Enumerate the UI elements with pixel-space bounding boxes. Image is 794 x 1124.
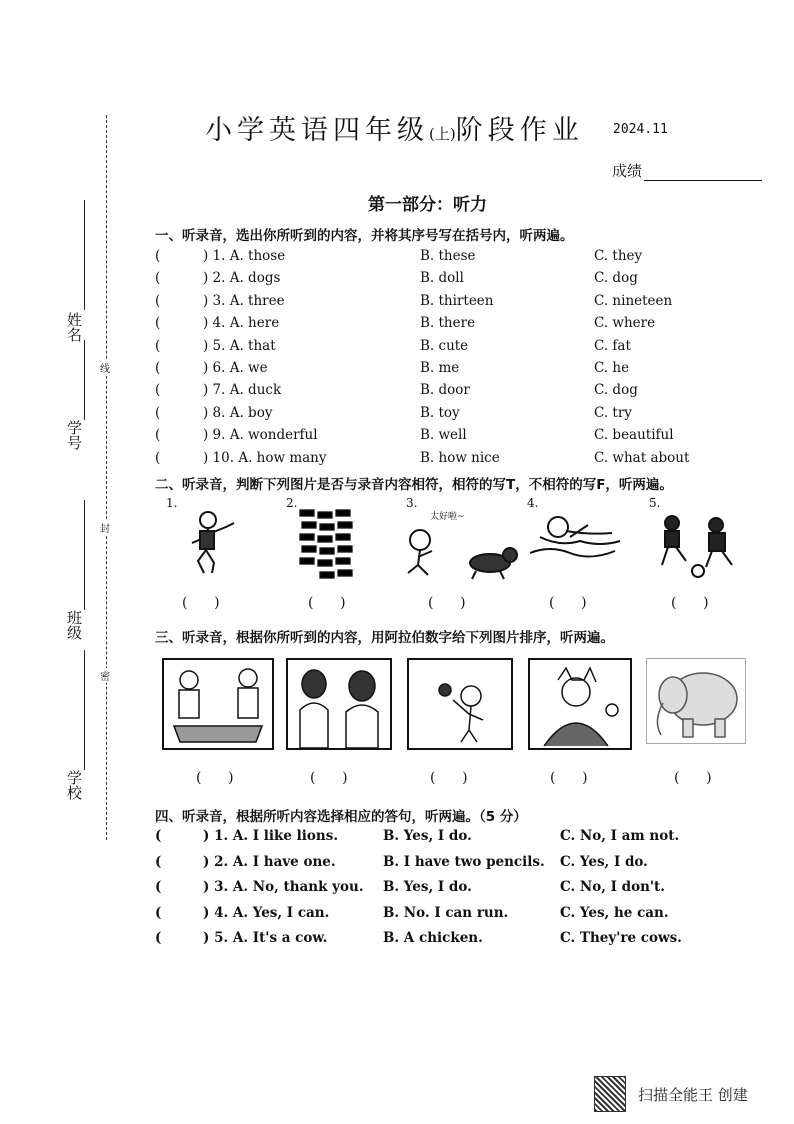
title-term: (上)	[429, 125, 456, 143]
answer-blank[interactable]: (	[155, 427, 161, 444]
option-a: ) 2. A. dogs	[203, 270, 281, 287]
fox-costume-icon	[528, 658, 632, 750]
option-a: ) 4. A. here	[203, 315, 280, 332]
answer-blank-2-5[interactable]: ( )	[671, 595, 709, 611]
option-b: B. these	[420, 248, 476, 264]
answer-blank-3-3[interactable]: ( )	[430, 770, 468, 786]
question-row	[0, 450, 794, 472]
option-b: B. how nice	[420, 449, 500, 466]
binding-line	[106, 115, 107, 840]
question-row	[0, 248, 794, 270]
option-a: ) 2. A. I have one.	[203, 853, 336, 870]
seal-secret-mark: 密	[100, 668, 110, 683]
question-row	[0, 930, 794, 952]
question-row	[0, 405, 794, 427]
answer-blank[interactable]: (	[155, 382, 161, 399]
option-b: B. No. I can run.	[383, 904, 509, 921]
option-b: B. I have two pencils.	[383, 853, 545, 870]
option-a: ) 9. A. wonderful	[203, 427, 318, 444]
answer-blank-2-3[interactable]: ( )	[428, 595, 466, 611]
option-b: B. Yes, I do.	[383, 828, 472, 844]
two-people-table-icon	[162, 658, 274, 750]
answer-blank-3-4[interactable]: ( )	[550, 770, 588, 786]
answer-blank-2-4[interactable]: ( )	[549, 595, 587, 611]
question-row	[0, 854, 794, 876]
option-b: B. door	[420, 382, 470, 399]
question-row	[0, 270, 794, 292]
swimmer-icon	[530, 517, 620, 557]
option-c: C. Yes, he can.	[560, 904, 669, 921]
number-label: 学号	[65, 420, 83, 450]
option-c: C. dog	[594, 270, 638, 287]
option-b: B. cute	[420, 337, 469, 354]
picture-number-1: 1.	[166, 496, 178, 510]
speech-bubble: 太好啦~	[430, 512, 465, 522]
option-a: ) 1. A. I like lions.	[203, 828, 339, 844]
school-field[interactable]	[84, 650, 85, 770]
page-title	[205, 108, 584, 147]
question-row	[0, 905, 794, 927]
pencils-icon	[300, 510, 352, 578]
option-a: ) 5. A. that	[203, 337, 276, 354]
option-c: C. they	[594, 248, 643, 264]
option-c: C. fat	[594, 337, 631, 354]
part-heading: 第一部分：听力	[368, 195, 487, 215]
picture-number-2: 2.	[286, 496, 298, 510]
answer-blank-2-1[interactable]: ( )	[182, 595, 220, 611]
option-a: ) 4. A. Yes, I can.	[203, 904, 330, 921]
answer-blank[interactable]: (	[155, 337, 161, 354]
boy-basketball-icon	[407, 658, 513, 750]
option-c: C. Yes, I do.	[560, 853, 648, 870]
option-c: C. what about	[594, 449, 690, 466]
answer-blank[interactable]: (	[155, 930, 162, 946]
question-row	[0, 338, 794, 360]
option-c: C. he	[594, 360, 630, 376]
answer-blank[interactable]: (	[155, 828, 162, 844]
picture-number-5: 5.	[649, 496, 661, 510]
section2-pictures	[0, 495, 794, 620]
qr-code-icon	[594, 1076, 626, 1112]
option-c: C. try	[594, 404, 632, 421]
answer-blank-3-2[interactable]: ( )	[310, 770, 348, 786]
section2-heading: 二、听录音，判断下列图片是否与录音内容相符，相符的写T，不相符的写F，听两遍。	[155, 477, 673, 493]
option-a: ) 6. A. we	[203, 360, 268, 376]
score-field[interactable]	[612, 160, 762, 181]
answer-blank[interactable]: (	[155, 248, 161, 264]
option-a: ) 7. A. duck	[203, 382, 282, 399]
option-c: C. No, I am not.	[560, 828, 680, 844]
option-a: ) 8. A. boy	[203, 404, 273, 421]
option-c: C. nineteen	[594, 292, 673, 309]
boy-running-icon	[192, 512, 234, 573]
option-c: C. beautiful	[594, 427, 674, 444]
option-a: ) 1. A. those	[203, 248, 286, 264]
seal-seal-mark: 封	[100, 520, 110, 535]
score-blank[interactable]	[644, 166, 762, 181]
option-a: ) 3. A. three	[203, 292, 285, 309]
title-main: 小学英语四年级	[205, 115, 429, 146]
two-women-talking-icon	[286, 658, 392, 750]
answer-blank[interactable]: (	[155, 360, 161, 376]
question-row	[0, 360, 794, 382]
answer-blank[interactable]: (	[155, 292, 161, 309]
school-label: 学校	[65, 770, 83, 800]
section4-heading: 四、听录音，根据所听内容选择相应的答句，听两遍。（5 分）	[155, 809, 527, 825]
section1-heading: 一、听录音，选出你所听到的内容，并将其序号写在括号内，听两遍。	[155, 228, 574, 244]
elephant-icon	[646, 658, 746, 744]
answer-blank-2-2[interactable]: ( )	[308, 595, 346, 611]
boy-and-dog-icon	[408, 530, 517, 579]
option-c: C. No, I don't.	[560, 879, 665, 895]
question-row	[0, 828, 794, 850]
answer-blank[interactable]: (	[155, 449, 161, 466]
picture-number-3: 3.	[406, 496, 418, 510]
answer-blank-3-1[interactable]: ( )	[196, 770, 234, 786]
answer-blank[interactable]: (	[155, 904, 162, 921]
option-a: ) 5. A. It's a cow.	[203, 930, 328, 946]
answer-blank[interactable]: (	[155, 404, 161, 421]
question-row	[0, 315, 794, 337]
title-suffix: 阶段作业	[455, 115, 584, 146]
answer-blank[interactable]: (	[155, 853, 162, 870]
name-label: 姓名	[65, 312, 83, 342]
question-row	[0, 293, 794, 315]
scanner-watermark: 扫描全能王 创建	[638, 1086, 748, 1104]
option-a: ) 3. A. No, thank you.	[203, 879, 364, 895]
question-row	[0, 382, 794, 404]
section3-heading: 三、听录音，根据你所听到的内容，用阿拉伯数字给下列图片排序，听两遍。	[155, 630, 614, 646]
option-b: B. well	[420, 427, 467, 444]
option-b: B. me	[420, 360, 460, 376]
option-b: B. there	[420, 315, 476, 332]
option-c: C. dog	[594, 382, 638, 399]
question-row	[0, 427, 794, 449]
answer-blank-3-5[interactable]: ( )	[674, 770, 712, 786]
children-soccer-icon	[662, 516, 732, 577]
option-b: B. doll	[420, 270, 464, 287]
seal-line-mark: 线	[100, 360, 110, 375]
option-b: B. thirteen	[420, 292, 494, 309]
date: 2024.11	[613, 122, 668, 137]
answer-blank[interactable]: (	[155, 315, 161, 332]
answer-blank[interactable]: (	[155, 879, 162, 895]
option-b: B. Yes, I do.	[383, 879, 472, 895]
picture-number-4: 4.	[527, 496, 539, 510]
class-label: 班级	[65, 610, 83, 640]
option-b: B. toy	[420, 404, 460, 421]
option-b: B. A chicken.	[383, 930, 483, 946]
answer-blank[interactable]: (	[155, 270, 161, 287]
option-c: C. where	[594, 315, 656, 332]
question-row	[0, 879, 794, 901]
score-label: 成绩	[612, 162, 643, 180]
option-a: ) 10. A. how many	[203, 449, 327, 466]
option-c: C. They're cows.	[560, 930, 682, 946]
